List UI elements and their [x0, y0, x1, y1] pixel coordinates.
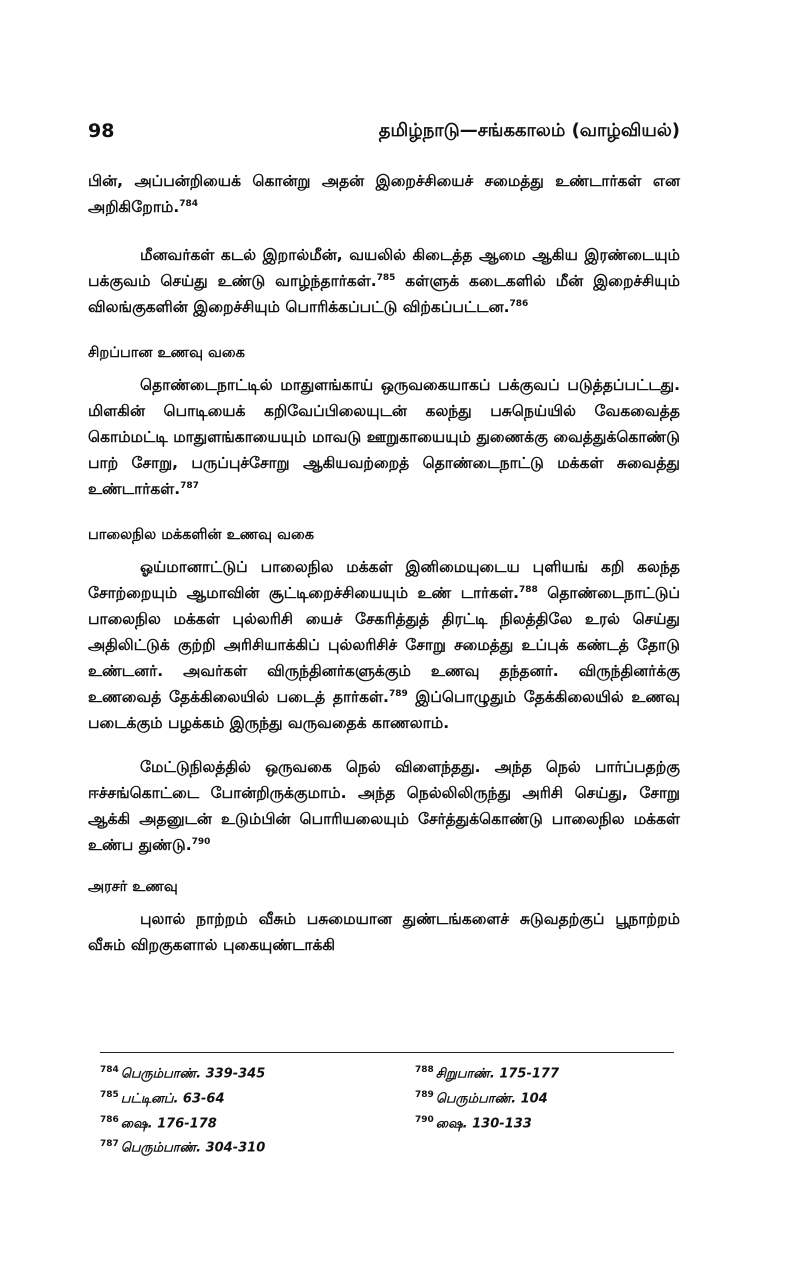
footnote: $^{788}$ சிறுபாண். 175-177: [415, 1065, 559, 1082]
page-body: [88, 168, 680, 958]
paragraph: தொண்டைநாட்டில் மாதுளங்காய் ஒருவகையாகப் பக்குவப் படுத்தப்பட்டது. மிளகின் பொடியைக் கறிவேப்பிலையுடன் கலந்து பசுநெய்யில் வேகவைத்த கொம்மட்டி மாதுளங்காயையும் மாவடு ஊறுகாயையும் துணைக்கு வைத்துக்கொண்டு பாற் சோறு, பருப்புச்சோறு ஆகியவற்றைத் தொண்டைநாட்டு மக்கள் சுவைத்து உண்டார்கள்.$^{787}$: [88, 376, 680, 498]
footnote: $^{789}$ பெரும்பாண். 104: [415, 1089, 548, 1107]
footnote: $^{787}$ பெரும்பாண். 304-310: [100, 1139, 266, 1156]
footnote: $^{786}$ ஷை. 176-178: [100, 1114, 217, 1131]
footnote-divider: [100, 1052, 674, 1053]
footnote: $^{785}$ பட்டினப். 63-64: [100, 1089, 225, 1107]
page-header: [88, 120, 680, 148]
running-title: தமிழ்நாடு—சங்ககாலம் (வாழ்வியல்): [378, 120, 680, 141]
footnote-ref: 789: [388, 688, 408, 699]
page-number: 98: [88, 120, 115, 142]
footnote-ref: 790: [191, 836, 211, 847]
paragraph: மீனவர்கள் கடல் இறால்மீன், வயலில் கிடைத்த ஆமை ஆகிய இரண்டையும் பக்குவம் செய்து உண்டு வாழ்ந்தார்கள்.$^{785}$ கள்ளுக் கடைகளில் மீன் இறைச்சியும் விலங்குகளின் இறைச்சியும் பொரிக்கப்பட்டு விற்கப்பட்டன.$^{786}$: [88, 246, 680, 316]
footnote-ref: 784: [179, 198, 199, 209]
footnotes-left-column: [100, 1060, 400, 1159]
section-heading: பாலைநில மக்களின் உணவு வகை: [88, 527, 314, 543]
section-heading: அரசர் உணவு: [88, 879, 178, 895]
footnote-ref: 785: [376, 272, 396, 283]
paragraph: மேட்டுநிலத்தில் ஒருவகை நெல் விளைந்தது. அந்த நெல் பார்ப்பதற்கு ஈச்சங்கொட்டை போன்றிருக்குமாம். அந்த நெல்லிலிருந்து அரிசி செய்து, சோறு ஆக்கி அதனுடன் உடும்பின் பொரியலையும் சேர்த்துக்கொண்டு பாலைநில மக்கள் உண்ப துண்டு.$^{790}$: [88, 758, 680, 854]
paragraph: ஓய்மானாட்டுப் பாலைநில மக்கள் இனிமையுடைய புளியங் கறி கலந்த சோற்றையும் ஆமாவின் சூட்டிறைச்சியையும் உண் டார்கள்.$^{788}$ தொண்டைநாட்டுப் பாலைநில மக்கள் புல்லரிசி யைச் சேகரித்துத் திரட்டி நிலத்திலே உரல் செய்து அதிலிட்டுக் குற்றி அரிசியாக்கிப் புல்லரிசிச் சோறு சமைத்து உப்புக் கண்டத் தோடு உண்டனர். அவர்கள் விருந்தினர்களுக்கும் உணவு தந்தனர். விருந்தினர்க்கு உணவைத் தேக்கிலையில் படைத் தார்கள்.$^{789}$ இப்பொழுதும் தேக்கிலையில் உணவு படைக்கும் பழக்கம் இருந்து வருவதைக் காணலாம்.: [88, 558, 680, 732]
footnote-ref: 788: [519, 584, 538, 595]
footnote-ref: 787: [180, 480, 199, 491]
section-heading: சிறப்பான உணவு வகை: [88, 345, 245, 361]
footnotes-right-column: [415, 1060, 675, 1134]
footnote: $^{784}$ பெரும்பாண். 339-345: [100, 1065, 266, 1082]
footnote-ref: 786: [509, 298, 529, 309]
footnote: $^{790}$ ஷை. 130-133: [415, 1114, 532, 1131]
paragraph: பின், அப்பன்றியைக் கொன்று அதன் இறைச்சியைச் சமைத்து உண்டார்கள் என அறிகிறோம்.$^{784}$: [88, 172, 680, 216]
paragraph: புலால் நாற்றம் வீசும் பசுமையான துண்டங்களைச் சுடுவதற்குப் பூநாற்றம் வீசும் விறகுகளால் புகையுண்டாக்கி: [88, 910, 680, 954]
